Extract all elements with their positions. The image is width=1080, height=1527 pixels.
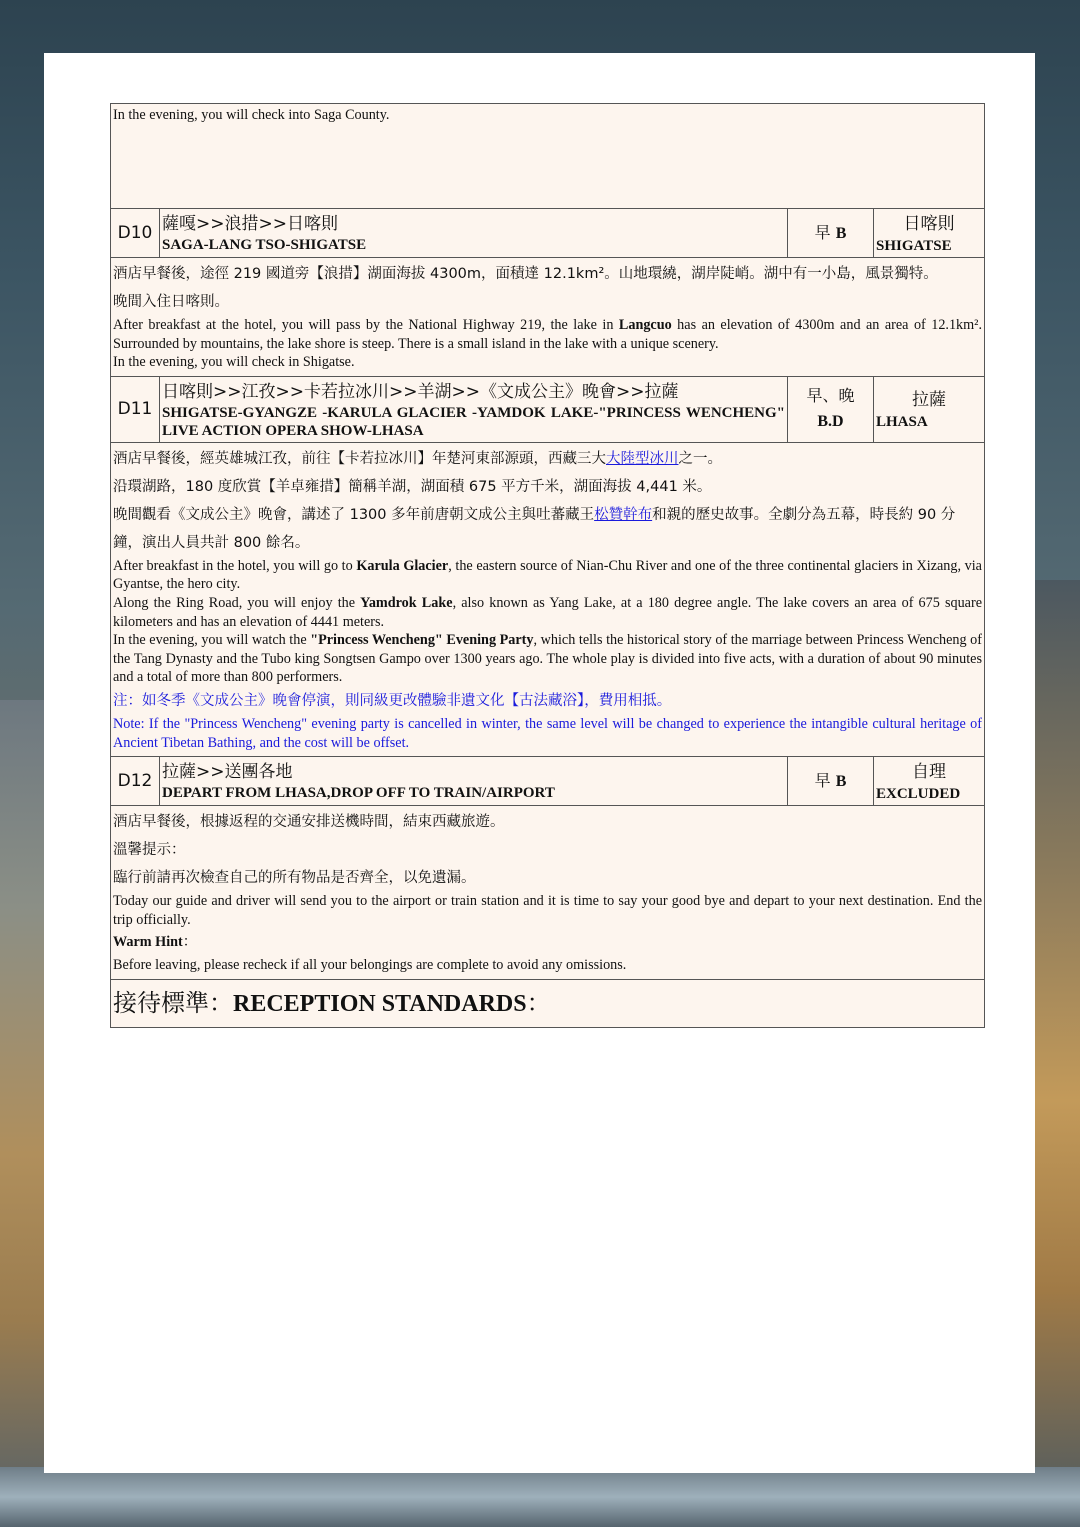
d10-desc-en-2: In the evening, you will check in Shigatse. [113,354,355,371]
d11-en-3-part-c: , which tells the historical story of the marriage between Princess Wencheng of the Tang Dynasty and the Tubo king Songtsen Gampo over 1300 years ago. The whole play is divided into five acts, with a duration of about 90 minutes and a total of more than 800 performers. [113,632,982,686]
d11-desc-en-3 [113,631,982,687]
d12-desc-en-3: Before leaving, please recheck if all your belongings are complete to avoid any omissions. [113,956,627,973]
d10-hotel [874,209,984,257]
d10-detail [111,258,984,377]
background-mountain-right [1030,580,1080,1527]
d12-header-row [111,757,984,806]
d11-detail [111,443,984,757]
d10-day-label: D10 [111,209,160,257]
d11-route-zh: 日喀則>>江孜>>卡若拉冰川>>羊湖>>《文成公主》晚會>>拉薩 [162,381,679,402]
warm-hint-colon: ： [182,934,197,951]
background-water [0,1467,1080,1527]
reception-heading-colon: ： [526,988,551,1017]
d11-header-row [111,377,984,443]
d10-route-en: SAGA-LANG TSO-SHIGATSE [162,237,367,253]
d12-detail [111,806,984,979]
warm-hint-label: Warm Hint [113,934,183,951]
d12-hotel-zh: 自理 [912,762,946,783]
d12-route-zh: 拉薩>>送團各地 [162,762,293,783]
d11-en-2-part-a: Along the Ring Road, you will enjoy the [113,594,361,611]
d11-route-en: SHIGATSE-GYANGZE -KARULA GLACIER -YAMDOK LAKE-"PRINCESS WENCHENG" LIVE ACTION OPERA SHOW-LHASA [162,404,785,439]
d12-route-en: DEPART FROM LHASA,DROP OFF TO TRAIN/AIRPORT [162,785,555,802]
d11-meal-en: B.D [817,413,844,431]
d10-desc-zh-2: 晚間入住日喀則。 [113,294,229,310]
d12-hotel [874,757,984,805]
d10-header-row [111,209,984,258]
d11-hotel-zh: 拉薩 [912,390,946,411]
d10-en-1-part-a: After breakfast at the hotel, you will pass by the National Highway 219, the lake in [113,317,619,333]
d9-detail [111,104,984,209]
d11-en-1-part-c: , the eastern source of Nian-Chu River and one of the three continental glaciers in Xizang, via Gyantse, the hero city. [113,557,982,593]
reception-heading-en: RECEPTION STANDARDS [233,990,527,1017]
d11-desc-zh-2: 沿環湖路，180 度欣賞【羊卓雍措】簡稱羊湖，湖面積 675 平方千米，湖面海拔 4,441 米。 [113,478,712,495]
d10-meal-en: B [835,224,847,242]
d11-en-1-bold: Karula Glacier [356,557,449,574]
d12-hotel-en: EXCLUDED [876,786,961,803]
d11-en-1-part-a: After breakfast in the hotel, you will go to [113,557,357,574]
d11-note-en: Note: If the "Princess Wencheng" evening party is cancelled in winter, the same level will be changed to experience the intangible cultural heritage of Ancient Tibetan Bathing, and the cost will be offset. [113,715,982,751]
d10-meal [788,209,874,257]
d10-route-zh: 薩嘎>>浪措>>日喀則 [162,214,338,234]
reception-heading-zh: 接待標準： [113,988,233,1017]
d11-zh-1-part-b: 之一。 [678,450,722,467]
d12-day-label: D12 [111,757,160,805]
continental-glacier-link[interactable]: 大陸型冰川 [606,450,679,467]
d10-meal-zh: 早 [814,222,831,242]
d11-note-zh: 注：如冬季《文成公主》晚會停演，則同級更改體驗非遺文化【古法藏浴】，費用相抵。 [113,692,672,709]
d12-warm-hint [113,933,982,952]
d10-en-1-bold: Langcuo [618,317,672,333]
d11-zh-3-part-b: 和親的歷史故事。全劇分為五幕，時長約 90 分鐘，演出人員共計 800 餘名。 [113,506,956,551]
d12-desc-zh-1: 酒店早餐後，根據返程的交通安排送機時間，結束西藏旅遊。 [113,814,505,831]
d9-evening-en: In the evening, you will check into Saga County. [113,107,390,123]
d12-desc-zh-2: 溫馨提示： [113,842,186,859]
d11-en-2-bold: Yamdrok Lake [360,594,453,611]
d11-hotel-en: LHASA [876,414,928,431]
d12-meal-en: B [835,772,847,790]
d10-route [160,209,788,257]
songtsen-gampo-link[interactable]: 松贊幹布 [594,506,653,523]
d11-en-2-part-c: , also known as Yang Lake, at a 180 degree angle. The lake covers an area of 675 square kilometers and has an elevation of 4441 meters. [113,594,982,630]
d11-desc-zh-1 [113,445,982,473]
d12-desc-en-1: Today our guide and driver will send you to the airport or train station and it is time to say your good bye and depart to your next destination. End the trip officially. [113,893,982,928]
d11-desc-en-1 [113,557,982,594]
d11-day-label: D11 [111,377,160,442]
itinerary-table [110,103,985,1028]
d11-en-3-bold: "Princess Wencheng" Evening Party [310,632,534,649]
d12-route [160,757,788,805]
d11-desc-zh-3 [113,501,982,557]
d11-zh-1-part-a: 酒店早餐後，經英雄城江孜，前往【卡若拉冰川】年楚河東部源頭，西藏三大 [113,450,606,467]
d11-route [160,377,788,442]
d11-meal-zh: 早、晚 [806,386,855,406]
d11-zh-3-part-a: 晚間觀看《文成公主》晚會，講述了 1300 多年前唐朝文成公主與吐蕃藏王 [113,506,595,523]
d10-desc-zh-1: 酒店早餐後，途徑 219 國道旁【浪措】湖面海拔 4300m，面積達 12.1km²。山地環繞，湖岸陡峭。湖中有一小島，風景獨特。 [113,266,938,282]
d12-meal-zh: 早 [814,770,831,790]
d12-desc-zh-3: 臨行前請再次檢查自己的所有物品是否齊全，以免遺漏。 [113,870,476,887]
d11-hotel [874,377,984,442]
d11-meal [788,377,874,442]
d10-hotel-zh: 日喀則 [903,214,955,234]
d10-desc-en-1 [113,316,982,353]
d11-en-3-part-a: In the evening, you will watch the [113,632,311,649]
d10-hotel-en: SHIGATSE [876,238,952,254]
reception-standards-heading [111,980,984,1027]
d11-desc-en-2 [113,594,982,631]
d12-meal [788,757,874,805]
d10-en-1-part-c: has an elevation of 4300m and an area of 12.1km². Surrounded by mountains, the lake shore is steep. There is a small island in the lake with a unique scenery. [113,317,982,352]
